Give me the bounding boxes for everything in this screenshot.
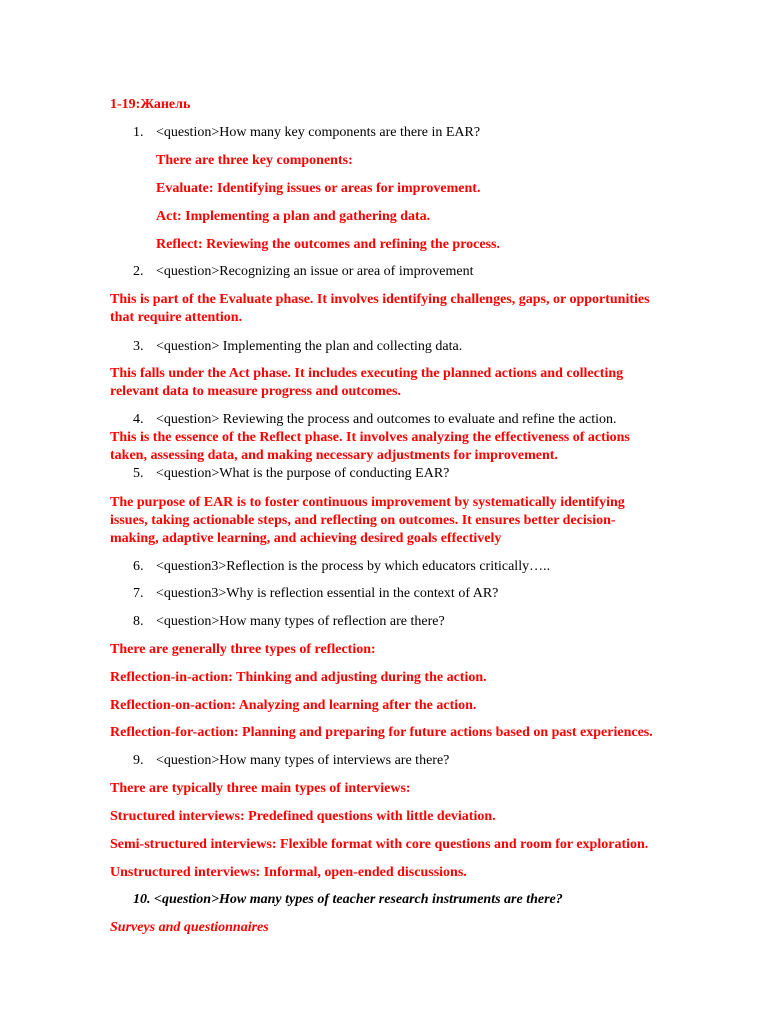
question-text: <question>How many types of reflection are there? [156, 614, 445, 629]
question-number: 8. [133, 614, 144, 629]
answer-line: The purpose of EAR is to foster continuous improvement by systematically identifying [110, 495, 625, 510]
answer-line: This is part of the Evaluate phase. It involves identifying challenges, gaps, or opportunities [110, 292, 650, 307]
answer-line: This falls under the Act phase. It includes executing the planned actions and collecting [110, 366, 624, 381]
answer-line: Reflection-for-action: Planning and preparing for future actions based on past experiences. [110, 725, 653, 740]
question-text: <question3>Why is reflection essential in the context of AR? [156, 586, 499, 601]
answer-line: There are three key components: [156, 153, 353, 168]
answer-line: that require attention. [110, 310, 243, 325]
answer-line: making, adaptive learning, and achieving desired goals effectively [110, 531, 502, 546]
answer-line: Semi-structured interviews: Flexible format with core questions and room for exploration. [110, 837, 649, 852]
question-text: <question>How many types of interviews are there? [156, 753, 450, 768]
answer-line: taken, assessing data, and making necessary adjustments for improvement. [110, 448, 558, 463]
question-number: 6. [133, 559, 144, 574]
question-number: 2. [133, 264, 144, 279]
question-text: 10. <question>How many types of teacher research instruments are there? [133, 892, 563, 907]
answer-line: This is the essence of the Reflect phase. It involves analyzing the effectiveness of actions [110, 430, 630, 445]
answer-line: There are typically three main types of interviews: [110, 781, 411, 796]
answer-line: relevant data to measure progress and outcomes. [110, 384, 401, 399]
question-text: <question>Recognizing an issue or area of improvement [156, 264, 474, 279]
question-number: 5. [133, 466, 144, 481]
question-text: <question>What is the purpose of conducting EAR? [156, 466, 450, 481]
answer-line: Evaluate: Identifying issues or areas for improvement. [156, 181, 481, 196]
question-text: <question> Reviewing the process and outcomes to evaluate and refine the action. [156, 412, 617, 427]
question-number: 4. [133, 412, 144, 427]
answer-line: Surveys and questionnaires [110, 920, 269, 935]
question-number: 9. [133, 753, 144, 768]
question-text: <question>How many key components are there in EAR? [156, 125, 481, 140]
answer-line: issues, taking actionable steps, and reflecting on outcomes. It ensures better decision- [110, 513, 616, 528]
answer-line: Act: Implementing a plan and gathering data. [156, 209, 431, 224]
answer-line: Reflection-on-action: Analyzing and learning after the action. [110, 698, 477, 713]
question-text: <question3>Reflection is the process by which educators critically….. [156, 559, 551, 574]
question-number: 1. [133, 125, 144, 140]
question-number: 7. [133, 586, 144, 601]
answer-line: There are generally three types of reflection: [110, 642, 376, 657]
answer-line: Unstructured interviews: Informal, open-ended discussions. [110, 865, 467, 880]
answer-line: Reflection-in-action: Thinking and adjusting during the action. [110, 670, 487, 685]
question-number: 3. [133, 339, 144, 354]
answer-line: Reflect: Reviewing the outcomes and refining the process. [156, 237, 500, 252]
section-header: 1-19:Жанель [110, 97, 191, 112]
question-text: <question> Implementing the plan and collecting data. [156, 339, 463, 354]
answer-line: Structured interviews: Predefined questions with little deviation. [110, 809, 496, 824]
